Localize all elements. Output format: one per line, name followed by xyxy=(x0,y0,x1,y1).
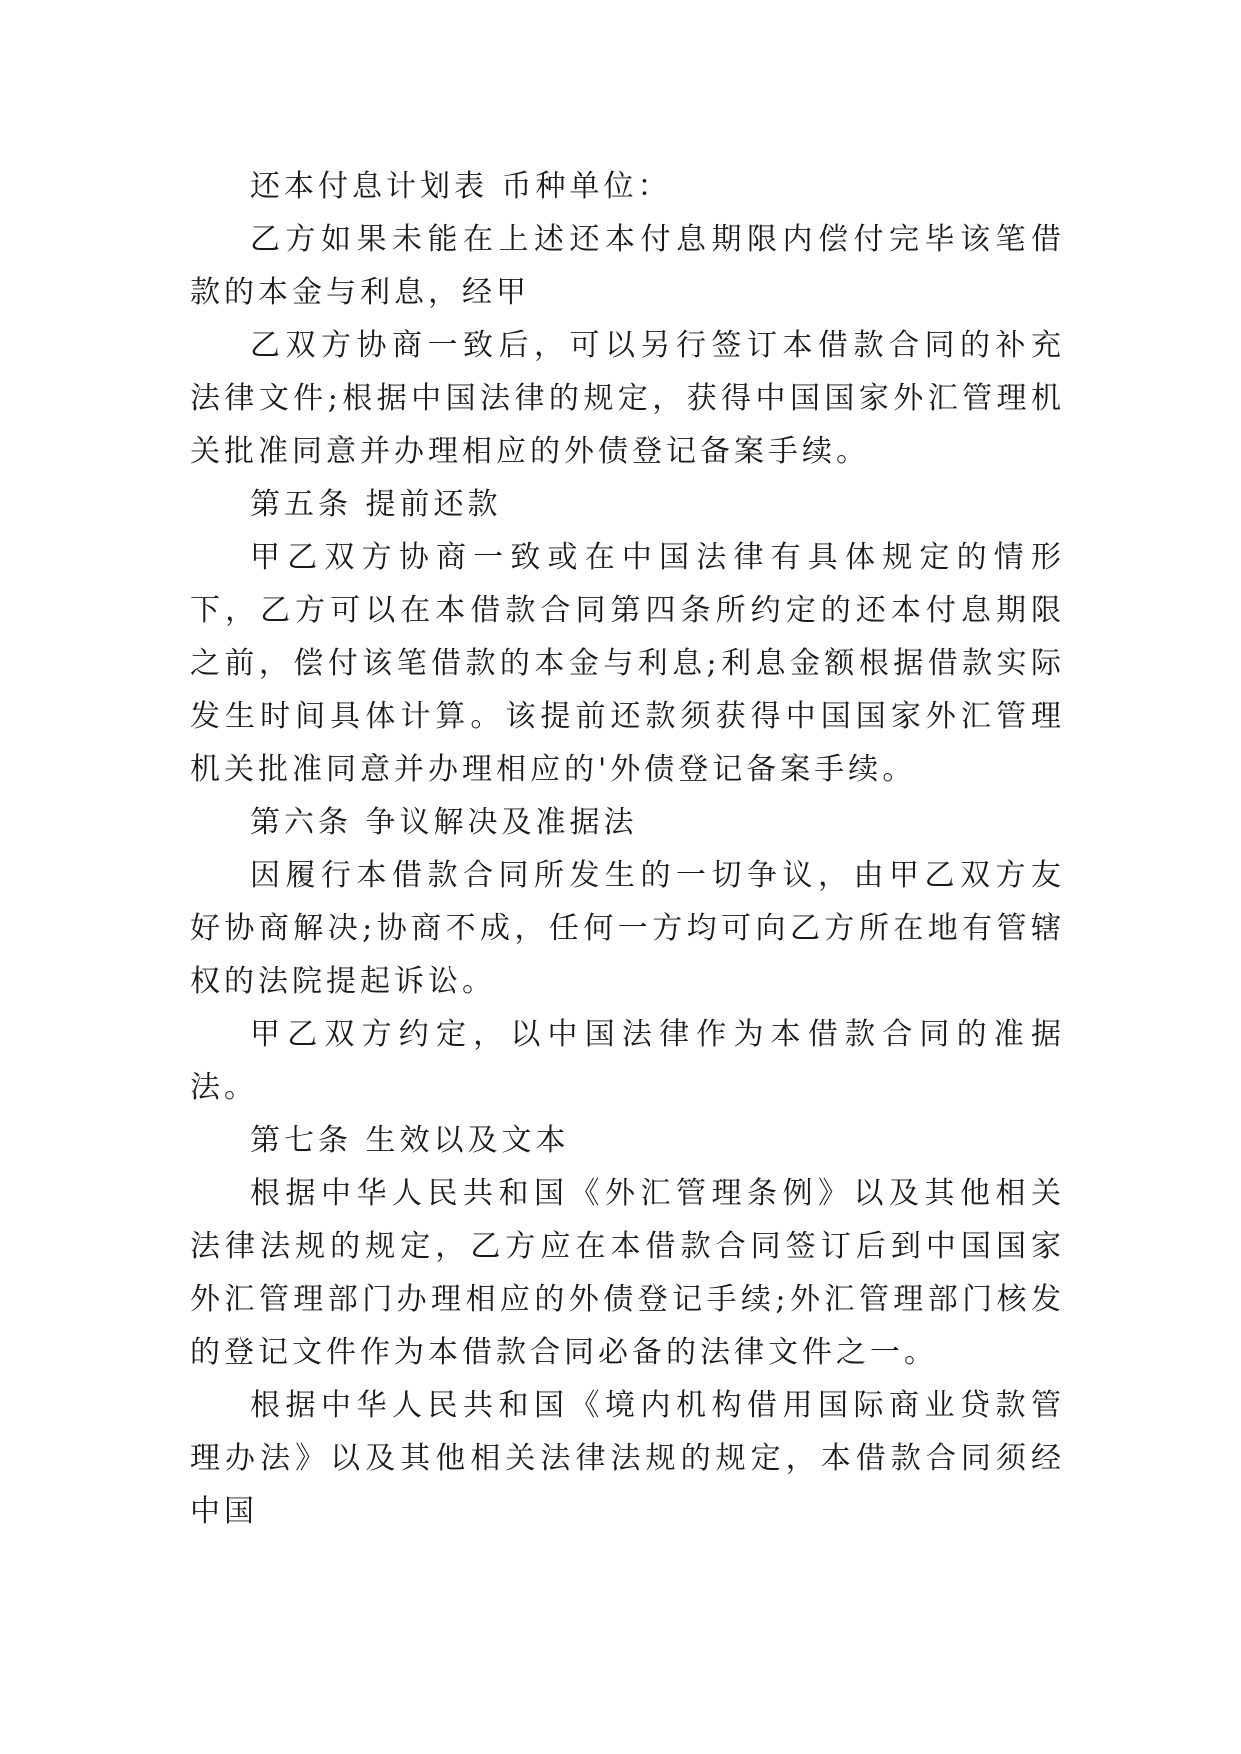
paragraph-schedule-heading: 还本付息计划表 币种单位： xyxy=(250,169,672,204)
article-six-heading: 第六条 争议解决及准据法 xyxy=(250,805,638,840)
document-body xyxy=(190,160,1065,1538)
paragraph-default-repayment: 乙方如果未能在上述还本付息期限内偿付完毕该笔借款的本金与利息，经甲 xyxy=(190,222,1065,310)
paragraph-registration: 根据中华人民共和国《外汇管理条例》以及其他相关法律法规的规定，乙方应在本借款合同签订后到中国国家外汇管理部门办理相应的外债登记手续;外汇管理部门核发的登记文件作为本借款合同必备的法律文件之一。 xyxy=(190,1176,1065,1370)
article-five-heading: 第五条 提前还款 xyxy=(250,487,502,522)
paragraph-supplementary-documents: 乙双方协商一致后，可以另行签订本借款合同的补充法律文件;根据中国法律的规定，获得中国国家外汇管理机关批准同意并办理相应的外债登记备案手续。 xyxy=(190,328,1065,469)
article-seven-heading: 第七条 生效以及文本 xyxy=(250,1123,570,1158)
paragraph-dispute-resolution: 因履行本借款合同所发生的一切争议，由甲乙双方友好协商解决;协商不成，任何一方均可向乙方所在地有管辖权的法院提起诉讼。 xyxy=(190,858,1065,999)
paragraph-approval: 根据中华人民共和国《境内机构借用国际商业贷款管理办法》以及其他相关法律法规的规定，本借款合同须经中国 xyxy=(190,1388,1065,1529)
paragraph-governing-law: 甲乙双方约定，以中国法律作为本借款合同的准据法。 xyxy=(190,1017,1065,1105)
paragraph-early-repayment: 甲乙双方协商一致或在中国法律有具体规定的情形下，乙方可以在本借款合同第四条所约定的还本付息期限之前，偿付该笔借款的本金与利息;利息金额根据借款实际发生时间具体计算。该提前还款须获得中国国家外汇管理机关批准同意并办理相应的'外债登记备案手续。 xyxy=(190,540,1065,787)
